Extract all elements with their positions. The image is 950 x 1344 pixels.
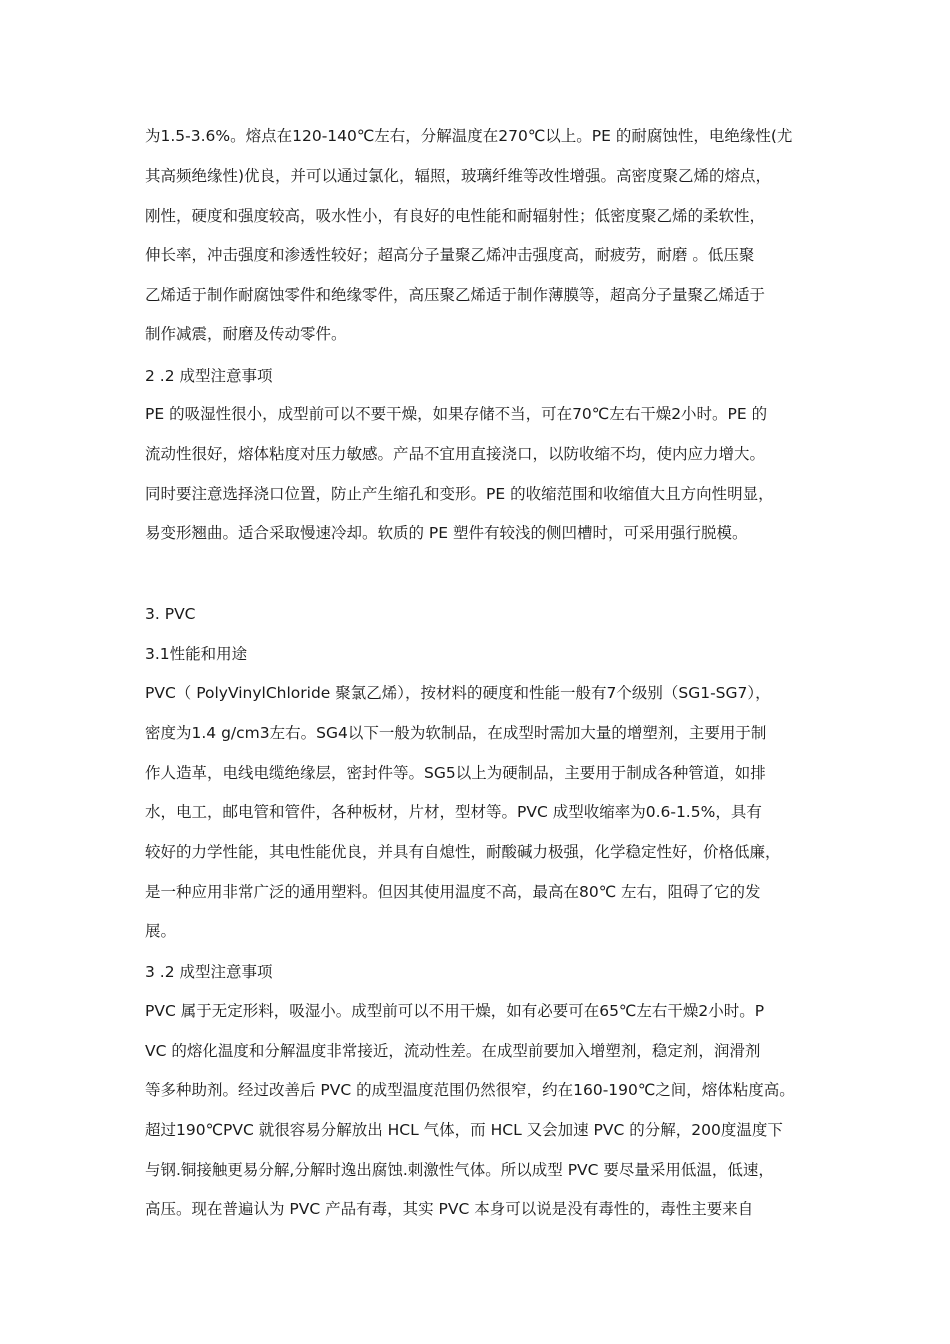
section-heading: 3. PVC: [145, 605, 196, 623]
text-line: 是一种应用非常广泛的通用塑料。但因其使用温度不高，最高在80℃ 左右，阻碍了它的发: [145, 883, 761, 901]
text-line: 易变形翘曲。适合采取慢速冷却。软质的 PE 塑件有较浅的侧凹槽时，可采用强行脱模。: [145, 524, 748, 542]
text-line: 作人造革，电线电缆绝缘层，密封件等。SG5以上为硬制品，主要用于制成各种管道，如排: [145, 764, 766, 782]
text-line: 等多种助剂。经过改善后 PVC 的成型温度范围仍然很窄，约在160-190℃之间，熔体粘度高。: [145, 1081, 795, 1099]
text-line: 高压。现在普遍认为 PVC 产品有毒，其实 PVC 本身可以说是没有毒性的，毒性主要来自: [145, 1200, 754, 1218]
text-line: PVC（ PolyVinylChloride 聚氯乙烯），按材料的硬度和性能一般有7个级别（SG1-SG7），: [145, 684, 771, 702]
text-line: 为1.5-3.6%。熔点在120-140℃左右，分解温度在270℃以上。PE 的耐腐蚀性，电绝缘性(尤: [145, 127, 793, 145]
text-line: 水，电工，邮电管和管件，各种板材，片材，型材等。PVC 成型收缩率为0.6-1.5%，具有: [145, 803, 762, 821]
text-line: 刚性，硬度和强度较高，吸水性小，有良好的电性能和耐辐射性；低密度聚乙烯的柔软性，: [145, 207, 766, 225]
text-line: PVC 属于无定形料，吸湿小。成型前可以不用干燥，如有必要可在65℃左右干燥2小时。P: [145, 1002, 765, 1020]
text-line: PE 的吸湿性很小，成型前可以不要干燥，如果存储不当，可在70℃左右干燥2小时。PE 的: [145, 405, 768, 423]
text-line: 密度为1.4 g/cm3左右。SG4以下一般为软制品，在成型时需加大量的增塑剂，主要用于制: [145, 724, 767, 742]
text-line: 同时要注意选择浇口位置，防止产生缩孔和变形。PE 的收缩范围和收缩值大且方向性明显，: [145, 485, 774, 503]
text-line: 展。: [145, 922, 177, 940]
text-line: 超过190℃PVC 就很容易分解放出 HCL 气体，而 HCL 又会加速 PVC 的分解，200度温度下: [145, 1121, 783, 1139]
text-line: 与钢.铜接触更易分解,分解时逸出腐蚀.刺激性气体。所以成型 PVC 要尽量采用低温，低速，: [145, 1161, 774, 1179]
section-heading: 3.1性能和用途: [145, 645, 248, 663]
section-heading: 3 .2 成型注意事项: [145, 963, 273, 981]
text-line: VC 的熔化温度和分解温度非常接近，流动性差。在成型前要加入增塑剂，稳定剂，润滑剂: [145, 1042, 761, 1060]
text-line: 伸长率，冲击强度和渗透性较好；超高分子量聚乙烯冲击强度高，耐疲劳，耐磨 。低压聚: [145, 246, 755, 264]
text-line: 较好的力学性能，其电性能优良，并具有自熄性，耐酸碱力极强，化学稳定性好，价格低廉，: [145, 843, 781, 861]
text-line: 制作减震，耐磨及传动零件。: [145, 325, 347, 343]
text-line: 乙烯适于制作耐腐蚀零件和绝缘零件，高压聚乙烯适于制作薄膜等，超高分子量聚乙烯适于: [145, 286, 766, 304]
text-line: 其高频绝缘性)优良，并可以通过氯化，辐照，玻璃纤维等改性增强。高密度聚乙烯的熔点，: [145, 167, 772, 185]
text-line: 流动性很好，熔体粘度对压力敏感。产品不宜用直接浇口，以防收缩不均，使内应力增大。: [145, 445, 766, 463]
section-heading: 2 .2 成型注意事项: [145, 367, 273, 385]
